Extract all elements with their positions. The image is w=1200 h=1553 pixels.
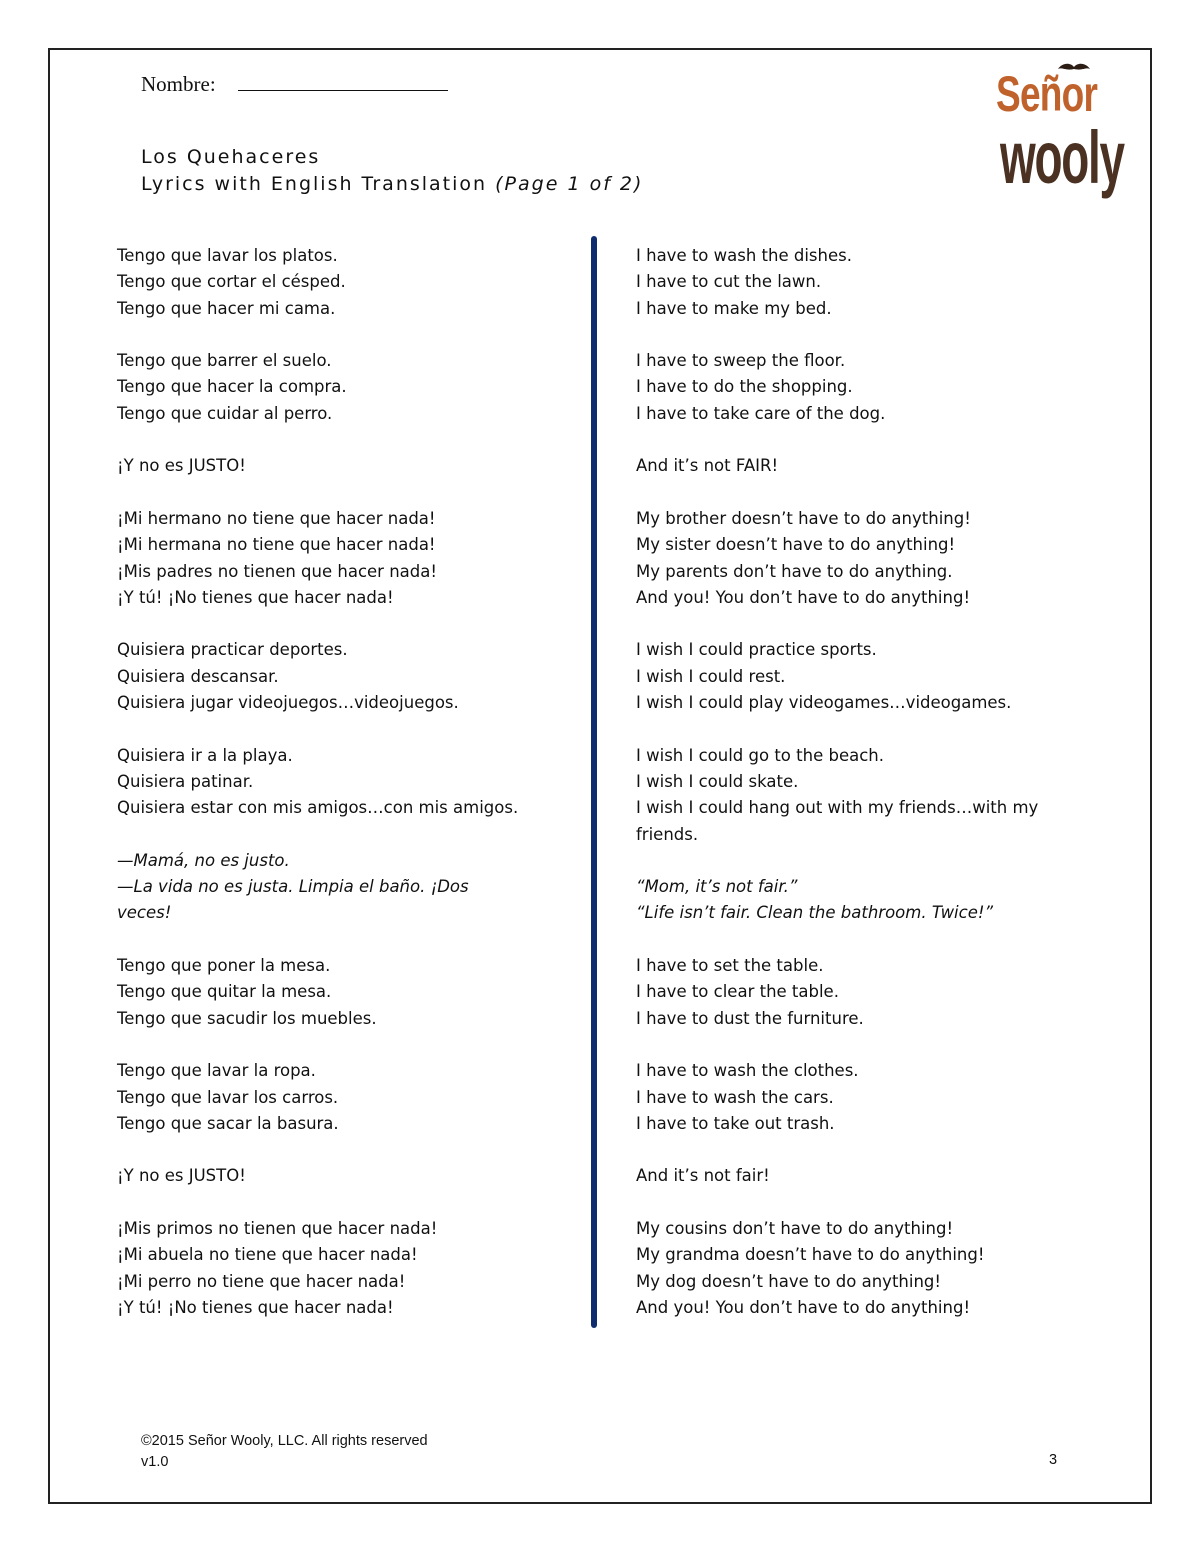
lyric-line: My sister doesn’t have to do anything! (636, 535, 956, 555)
lyric-line: Tengo que poner la mesa. (117, 956, 331, 976)
lyric-line: My cousins don’t have to do anything! (636, 1218, 954, 1238)
lyric-line: ¡Y tú! ¡No tienes que hacer nada! (117, 587, 394, 607)
stanza (117, 1058, 577, 1137)
stanza (117, 743, 577, 822)
song-title: Los Quehaceres (141, 146, 321, 168)
lyric-line: And it’s not fair! (636, 1166, 770, 1186)
lyric-line: ¡Mis primos no tienen que hacer nada! (117, 1218, 438, 1238)
lyric-line: I have to make my bed. (636, 298, 832, 318)
subtitle-text: Lyrics with English Translation (141, 173, 488, 195)
lyric-line: I wish I could skate. (636, 771, 799, 791)
page-indicator: (Page 1 of 2) (495, 173, 644, 195)
spanish-lyrics-column (117, 243, 577, 1347)
lyric-line: Tengo que barrer el suelo. (117, 351, 332, 371)
subtitle (141, 171, 643, 198)
stanza (636, 637, 1076, 716)
lyric-line: Tengo que sacudir los muebles. (117, 1008, 377, 1028)
column-divider (591, 236, 597, 1328)
lyric-line: My parents don’t have to do anything. (636, 561, 953, 581)
version-text: v1.0 (141, 1454, 169, 1470)
lyric-line: “Life isn’t fair. Clean the bathroom. Twice!” (636, 903, 994, 923)
stanza (636, 1058, 1076, 1137)
lyric-line: Quisiera descansar. (117, 666, 279, 686)
lyric-line: I wish I could hang out with my friends…with my (636, 798, 1039, 818)
logo-wooly-text: wooly (1000, 116, 1124, 199)
stanza (636, 1216, 1076, 1321)
stanza (117, 243, 577, 322)
stanza (636, 1163, 1076, 1189)
stanza (636, 506, 1076, 611)
lyric-line: And you! You don’t have to do anything! (636, 587, 971, 607)
stanza (117, 848, 577, 927)
logo-senor-text: Señor (996, 66, 1098, 122)
senor-wooly-logo (996, 62, 1136, 206)
stanza (636, 953, 1076, 1032)
document-title (141, 144, 643, 198)
lyric-line: I have to take out trash. (636, 1113, 835, 1133)
lyric-line: I have to dust the furniture. (636, 1008, 864, 1028)
lyric-line: My dog doesn’t have to do anything! (636, 1271, 942, 1291)
lyric-line: And you! You don’t have to do anything! (636, 1297, 971, 1317)
lyric-line: And it’s not FAIR! (636, 456, 779, 476)
lyric-line: I have to clear the table. (636, 982, 839, 1002)
stanza (117, 348, 577, 427)
lyric-line: Quisiera patinar. (117, 771, 254, 791)
lyric-line: I have to wash the cars. (636, 1087, 834, 1107)
lyric-line: Quisiera estar con mis amigos…con mis amigos. (117, 798, 519, 818)
stanza (117, 637, 577, 716)
lyric-line: I have to take care of the dog. (636, 403, 886, 423)
lyric-line: I wish I could practice sports. (636, 640, 877, 660)
lyric-line: I have to do the shopping. (636, 377, 853, 397)
lyric-line: Tengo que cuidar al perro. (117, 403, 333, 423)
lyric-line: I wish I could play videogames…videogames. (636, 693, 1012, 713)
lyric-line: ¡Mis padres no tienen que hacer nada! (117, 561, 437, 581)
lyric-line: Tengo que lavar los carros. (117, 1087, 339, 1107)
lyric-line: Tengo que quitar la mesa. (117, 982, 332, 1002)
lyric-line: ¡Y no es JUSTO! (117, 456, 246, 476)
lyric-line: ¡Mi hermano no tiene que hacer nada! (117, 508, 436, 528)
lyric-line: I wish I could go to the beach. (636, 745, 884, 765)
page-number: 3 (1049, 1452, 1058, 1468)
lyric-line: Tengo que lavar los platos. (117, 246, 338, 265)
lyric-line: Tengo que hacer la compra. (117, 377, 347, 397)
stanza (117, 1163, 577, 1189)
lyric-line: “Mom, it’s not fair.” (636, 877, 798, 897)
lyric-line: veces! (117, 903, 172, 923)
lyric-line: I have to wash the dishes. (636, 246, 852, 265)
lyric-line: friends. (636, 824, 699, 844)
stanza (117, 953, 577, 1032)
lyric-line: Tengo que lavar la ropa. (117, 1061, 316, 1081)
stanza (117, 1216, 577, 1321)
stanza (636, 874, 1076, 927)
name-blank-line[interactable] (238, 72, 448, 91)
lyric-line: I have to set the table. (636, 956, 824, 976)
copyright-text: ©2015 Señor Wooly, LLC. All rights reserved (141, 1433, 428, 1449)
footer (141, 1431, 428, 1473)
lyric-line: My grandma doesn’t have to do anything! (636, 1245, 985, 1265)
english-translation-column (636, 243, 1076, 1347)
lyric-line: Quisiera jugar videojuegos…videojuegos. (117, 693, 459, 713)
lyric-line: ¡Mi perro no tiene que hacer nada! (117, 1271, 406, 1291)
lyric-line: Tengo que cortar el césped. (117, 272, 346, 292)
lyric-line: I have to wash the clothes. (636, 1061, 859, 1081)
lyric-line: Quisiera ir a la playa. (117, 745, 293, 765)
lyric-line: ¡Mi abuela no tiene que hacer nada! (117, 1245, 418, 1265)
name-field (141, 72, 448, 97)
lyric-line: —La vida no es justa. Limpia el baño. ¡Dos (117, 877, 469, 897)
lyric-line: I wish I could rest. (636, 666, 786, 686)
lyric-line: —Mamá, no es justo. (117, 850, 290, 870)
lyric-line: ¡Y tú! ¡No tienes que hacer nada! (117, 1297, 394, 1317)
stanza (636, 453, 1076, 479)
stanza (117, 506, 577, 611)
lyric-line: Tengo que sacar la basura. (117, 1113, 339, 1133)
lyric-line: Tengo que hacer mi cama. (117, 298, 336, 318)
lyric-line: ¡Mi hermana no tiene que hacer nada! (117, 535, 436, 555)
lyric-line: I have to cut the lawn. (636, 272, 822, 292)
stanza (636, 243, 1076, 322)
lyric-line: I have to sweep the floor. (636, 351, 846, 371)
stanza (636, 348, 1076, 427)
lyric-line: ¡Y no es JUSTO! (117, 1166, 246, 1186)
stanza (636, 743, 1076, 848)
lyric-line: My brother doesn’t have to do anything! (636, 508, 971, 528)
stanza (117, 453, 577, 479)
lyric-line: Quisiera practicar deportes. (117, 640, 348, 660)
name-label: Nombre: (141, 72, 216, 96)
